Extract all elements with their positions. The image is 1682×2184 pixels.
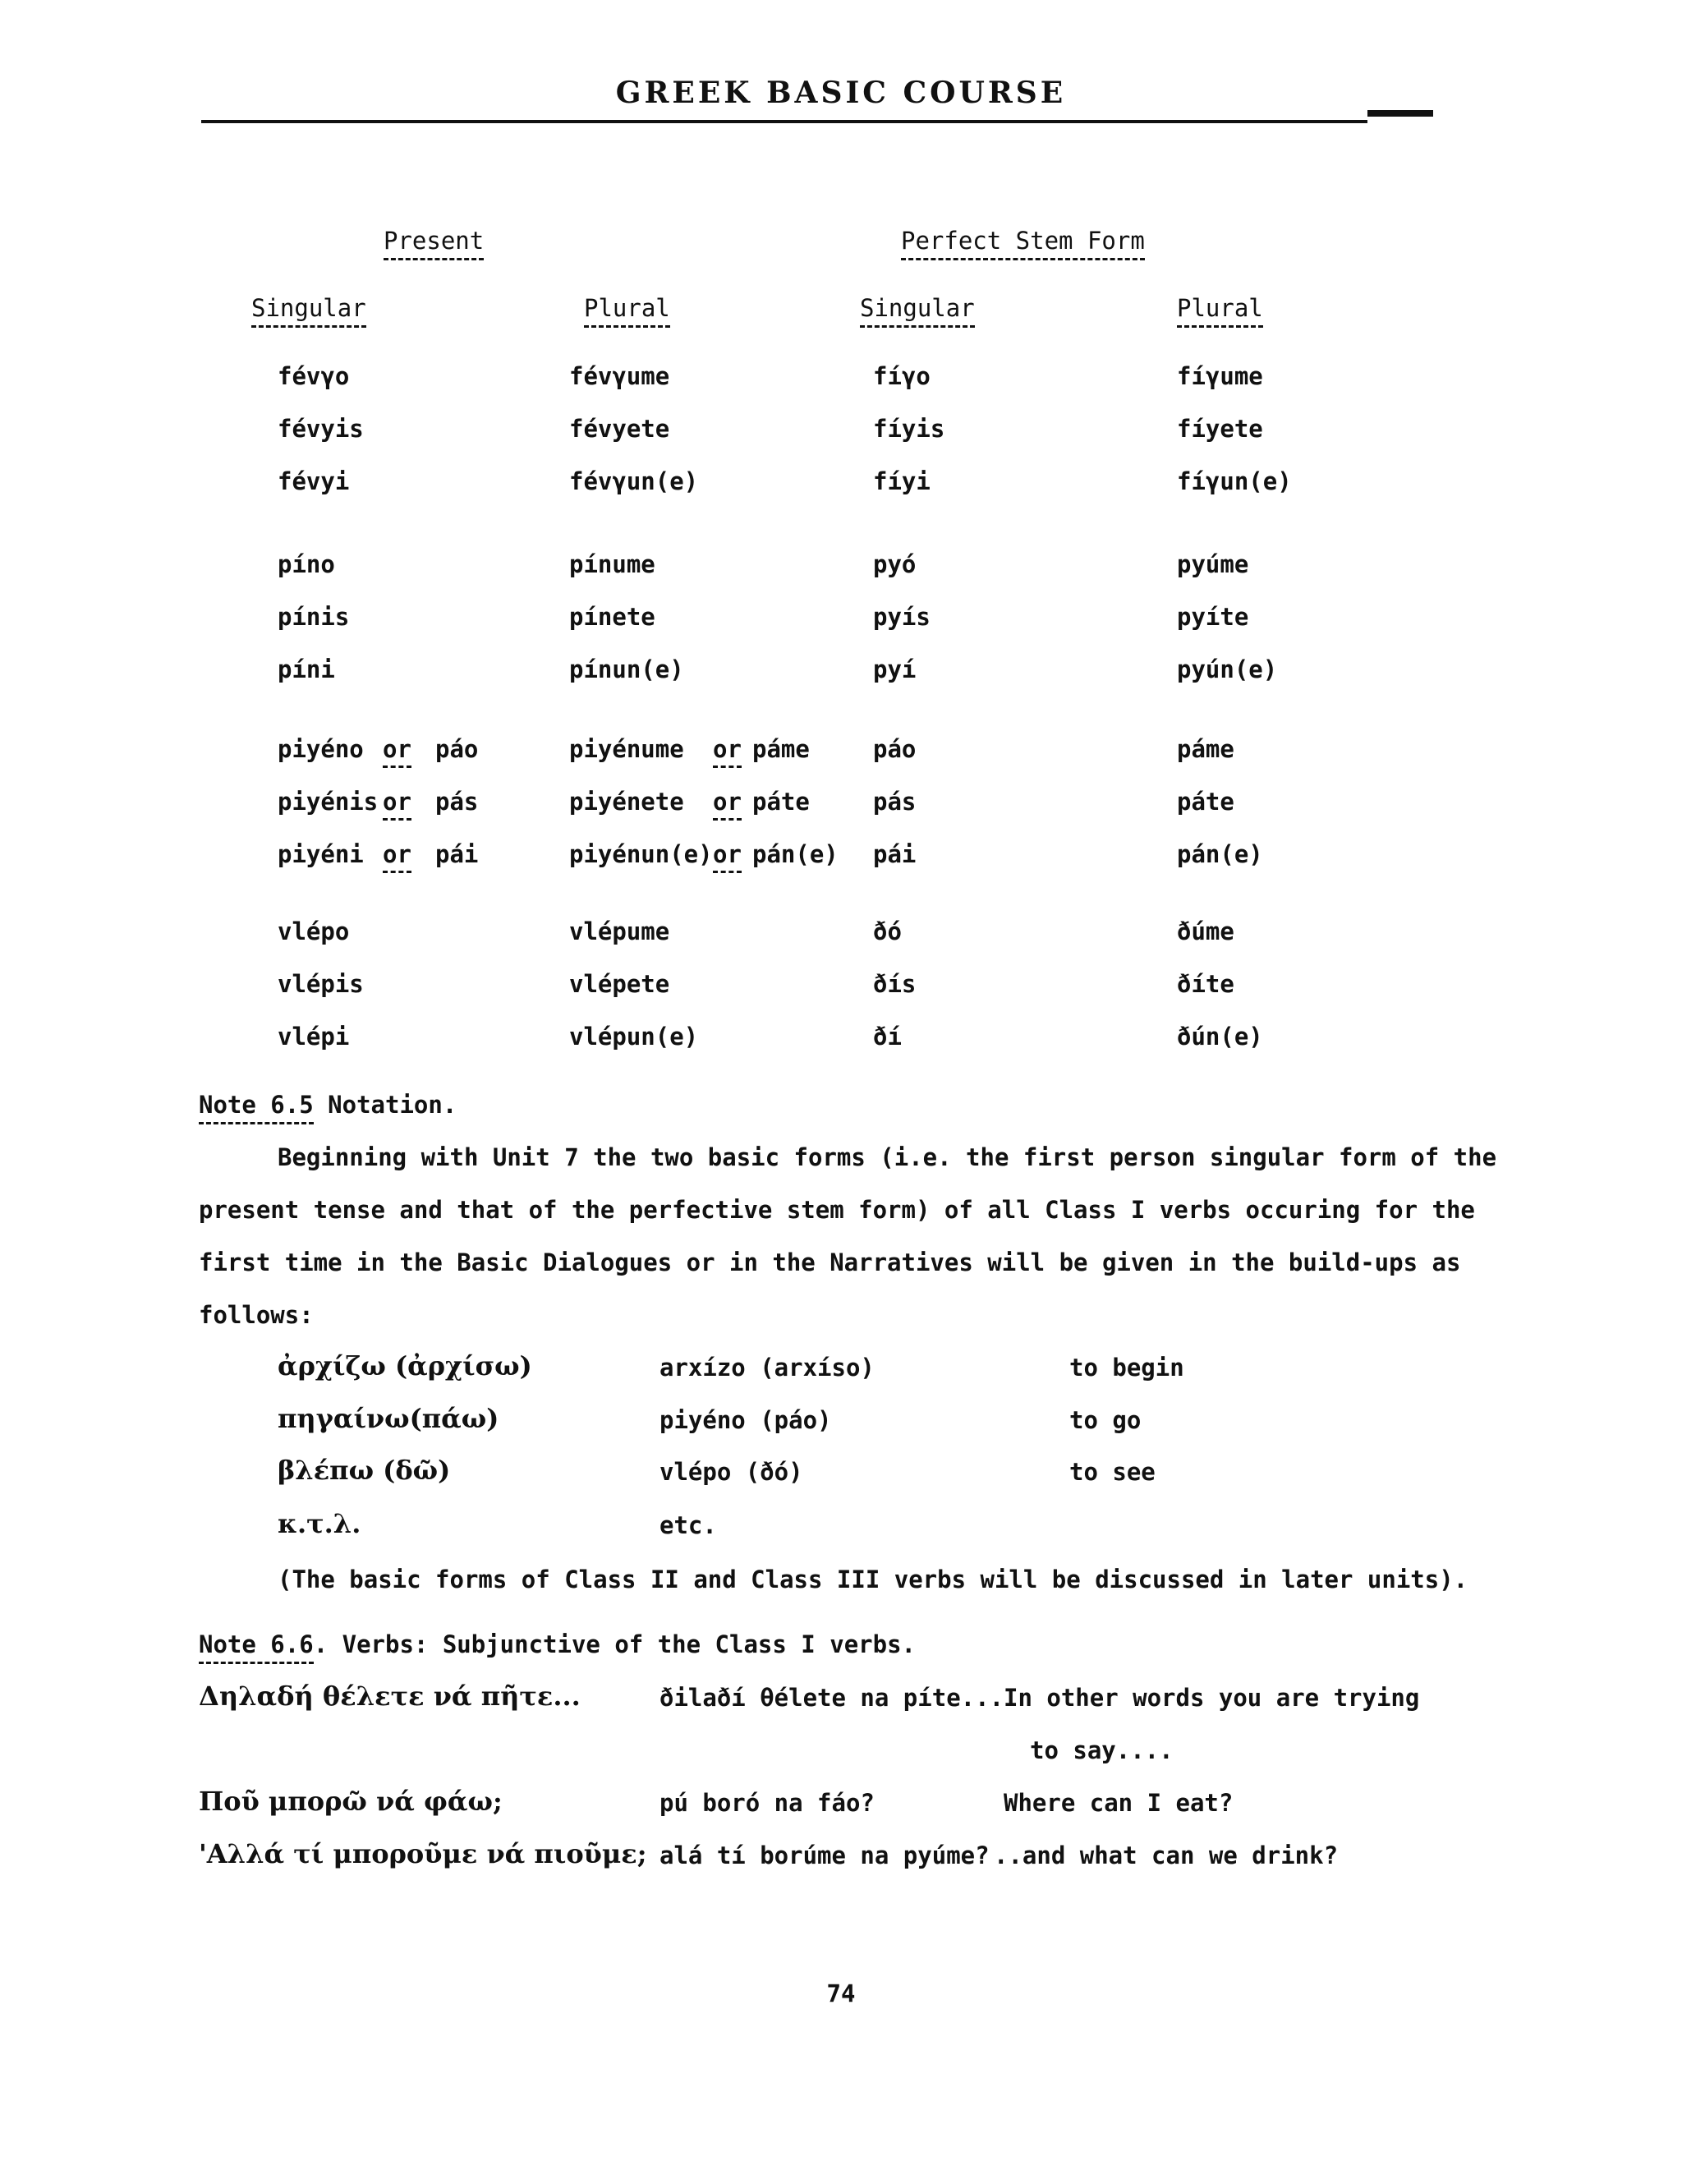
table-cell: páme (1177, 735, 1234, 763)
table-cell: pái (873, 840, 917, 868)
or-word: or (713, 735, 742, 763)
table-cell: ðíte (1177, 970, 1234, 998)
table-cell: pínume (569, 550, 655, 578)
table-cell: févyi (278, 467, 350, 495)
or-word: or (383, 788, 411, 816)
table-cell: févγo (278, 362, 350, 390)
table-cell: píno (278, 550, 335, 578)
example-transliteration: vlépo (ðó) (659, 1458, 803, 1486)
note-6-6-heading: Note 6.6. Verbs: Subjunctive of the Class I verbs. (199, 1630, 916, 1658)
table-cell: pyó (873, 550, 917, 578)
table-cell: pás (873, 788, 917, 816)
example-greek: ἀρχίζω (ἀρχίσω) (278, 1350, 532, 1382)
table-cell: páme (752, 735, 810, 763)
table-cell: pyúme (1177, 550, 1249, 578)
table-cell: vlépi (278, 1023, 350, 1051)
table-cell: piyéno (278, 735, 364, 763)
example-gloss: to see (1069, 1458, 1156, 1486)
example-gloss: to go (1069, 1406, 1142, 1434)
table-cell: páte (1177, 788, 1234, 816)
table-cell: ðúme (1177, 917, 1234, 945)
col-perfect-plural: Plural (1177, 294, 1263, 322)
dialogue-greek: Δηλαδή θέλετε νά πῆτε... (199, 1681, 581, 1712)
note-6-5-paragraph-line: present tense and that of the perfective stem form) of all Class I verbs occuring for the (199, 1196, 1475, 1224)
table-cell: fíyete (1177, 415, 1263, 443)
note-6-5-paragraph-line: Beginning with Unit 7 the two basic forms (i.e. the first person singular form of the (278, 1143, 1497, 1171)
table-cell: fíγun(e) (1177, 467, 1292, 495)
table-cell: piyénume (569, 735, 684, 763)
table-cell: ðí (873, 1023, 902, 1051)
table-cell: pyís (873, 603, 931, 631)
table-cell: pán(e) (1177, 840, 1263, 868)
dialogue-transliteration: ðilaðí θélete na píte... (659, 1684, 1004, 1712)
table-cell: févyis (278, 415, 364, 443)
perfect-stem-heading: Perfect Stem Form (901, 227, 1145, 255)
running-header: GREEK BASIC COURSE (615, 76, 1067, 110)
note-6-5-heading: Note 6.5 Notation. (199, 1091, 457, 1119)
table-cell: vlépete (569, 970, 670, 998)
or-word: or (383, 735, 411, 763)
table-cell: pái (435, 840, 479, 868)
or-word: or (713, 840, 742, 868)
example-greek: βλέπω (δῶ) (278, 1455, 451, 1486)
col-present-singular: Singular (251, 294, 366, 322)
note-6-5-closing: (The basic forms of Class II and Class III verbs will be discussed in later units). (278, 1566, 1468, 1593)
table-cell: vlépo (278, 917, 350, 945)
example-transliteration: piyéno (páo) (659, 1406, 832, 1434)
dialogue-gloss-continued: to say.... (1030, 1736, 1174, 1764)
table-cell: páo (873, 735, 917, 763)
table-cell: pyíte (1177, 603, 1249, 631)
table-cell: vlépume (569, 917, 670, 945)
page-number: 74 (826, 1979, 856, 2007)
table-cell: pán(e) (752, 840, 839, 868)
col-perfect-singular: Singular (860, 294, 975, 322)
example-transliteration: arxízo (arxíso) (659, 1354, 875, 1382)
dialogue-greek: 'Αλλά τί μποροῦμε νά πιοῦμε; (199, 1838, 647, 1869)
table-cell: ðún(e) (1177, 1023, 1263, 1051)
example-greek: κ.τ.λ. (278, 1508, 361, 1539)
header-rule (201, 120, 1367, 123)
dialogue-greek: Ποῦ μπορῶ νά φάω; (199, 1786, 503, 1817)
table-cell: févyete (569, 415, 670, 443)
or-word: or (713, 788, 742, 816)
table-cell: fíyi (873, 467, 931, 495)
table-cell: vlépis (278, 970, 364, 998)
present-heading: Present (384, 227, 484, 255)
note-6-5-paragraph-line: first time in the Basic Dialogues or in the Narratives will be given in the build-ups as (199, 1248, 1461, 1276)
col-present-plural: Plural (584, 294, 670, 322)
table-cell: ðó (873, 917, 902, 945)
dialogue-gloss: In other words you are trying (1004, 1684, 1420, 1712)
table-cell: piyéni (278, 840, 364, 868)
example-transliteration: etc. (659, 1511, 717, 1539)
table-cell: pínis (278, 603, 350, 631)
header-rule-end-lower (1367, 114, 1433, 117)
table-cell: pyí (873, 655, 917, 683)
table-cell: píni (278, 655, 335, 683)
table-cell: pyún(e) (1177, 655, 1278, 683)
table-cell: páo (435, 735, 479, 763)
table-cell: páte (752, 788, 810, 816)
note-6-5-paragraph-line: follows: (199, 1301, 314, 1329)
table-cell: févγume (569, 362, 670, 390)
example-greek: πηγαίνω(πάω) (278, 1403, 499, 1434)
table-cell: piyénete (569, 788, 684, 816)
table-cell: piyénis (278, 788, 379, 816)
table-cell: pínun(e) (569, 655, 684, 683)
table-cell: fíγume (1177, 362, 1263, 390)
table-cell: fíyis (873, 415, 945, 443)
dialogue-gloss: ..and what can we drink? (994, 1841, 1339, 1869)
table-cell: fíγo (873, 362, 931, 390)
table-cell: piyénun(e) (569, 840, 713, 868)
dialogue-transliteration: alá tí borúme na pyúme? (659, 1841, 990, 1869)
or-word: or (383, 840, 411, 868)
table-cell: ðís (873, 970, 917, 998)
table-cell: vlépun(e) (569, 1023, 699, 1051)
table-cell: pás (435, 788, 479, 816)
dialogue-transliteration: pú boró na fáo? (659, 1789, 875, 1817)
table-cell: pínete (569, 603, 655, 631)
dialogue-gloss: Where can I eat? (1004, 1789, 1234, 1817)
example-gloss: to begin (1069, 1354, 1184, 1382)
table-cell: févγun(e) (569, 467, 699, 495)
